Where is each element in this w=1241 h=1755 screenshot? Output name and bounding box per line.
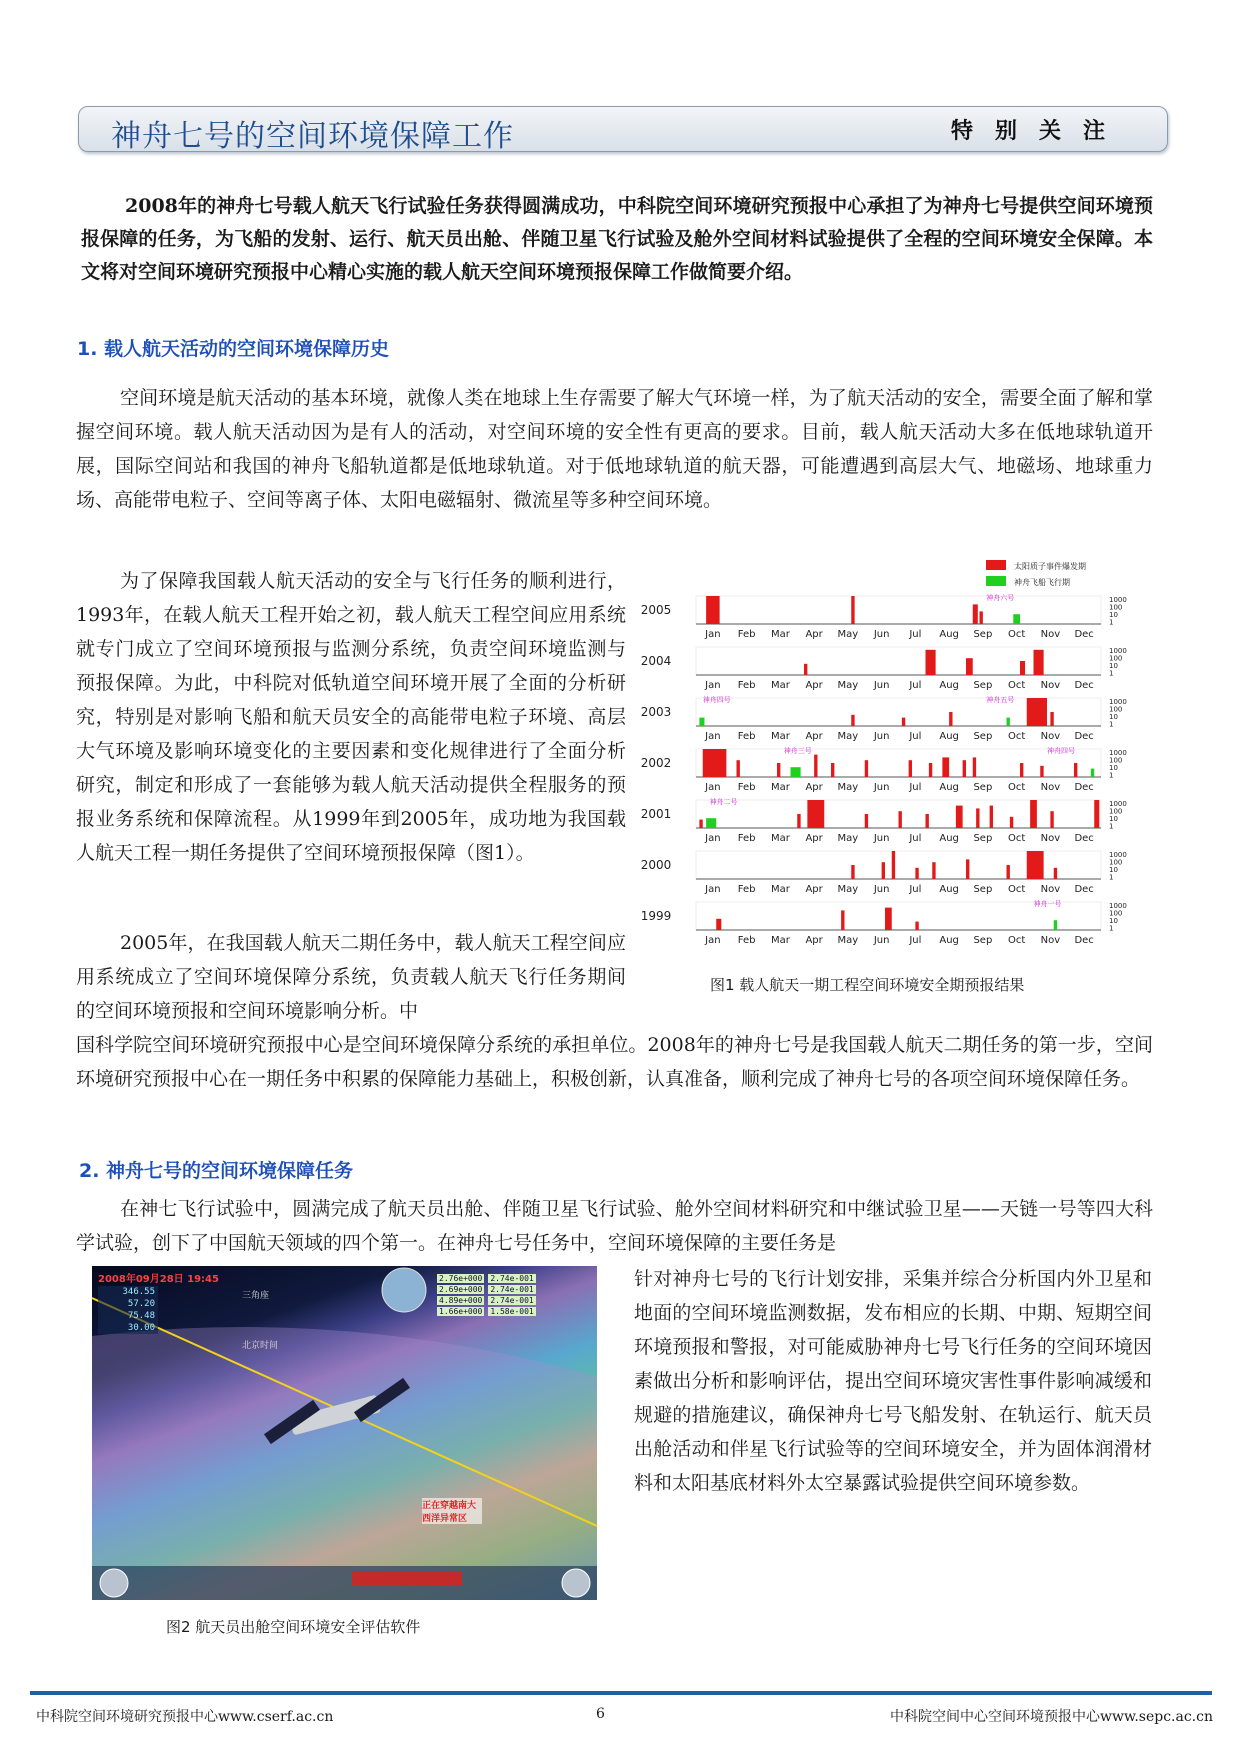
month-tick-label: Dec: [1074, 680, 1094, 691]
proton-event-bar: [699, 820, 702, 828]
month-tick-label: Sep: [973, 884, 993, 895]
month-tick-label: Apr: [805, 731, 823, 742]
month-tick-label: Aug: [939, 680, 959, 691]
proton-event-bar: [1027, 698, 1047, 726]
month-tick-label: Sep: [973, 680, 993, 691]
year-label: 2004: [640, 654, 672, 668]
month-tick-label: Nov: [1040, 782, 1061, 793]
proton-event-bar: [973, 757, 976, 777]
flight-period-bar: [699, 718, 704, 726]
section2-paragraph1: 在神七飞行试验中，圆满完成了航天员出舱、伴随卫星飞行试验、舱外空间材料研究和中继试验卫星——天链一号等四大科学试验，创下了中国航天领域的四个第一。在神舟七号任务中，空间环境保障的主要任务是: [76, 1198, 1153, 1254]
orbit-value: 57.20: [127, 1299, 155, 1309]
orbit-values-panel: [98, 1286, 158, 1334]
proton-event-bar: [973, 604, 978, 624]
month-tick-label: Aug: [939, 884, 959, 895]
proton-event-bar: [703, 749, 727, 777]
proton-event-bar: [885, 908, 892, 930]
y-tick-label: 1: [1109, 669, 1114, 678]
month-tick-label: Aug: [939, 782, 959, 793]
section1-paragraph3b: 国科学院空间环境研究预报中心是空间环境保障分系统的承担单位。2008年的神舟七号是我国载人航天二期任务的第一步，空间环境研究预报中心在一期任务中积累的保障能力基础上，积极创新，认真准备，顺利完成了神舟七号的各项空间环境保障任务。: [76, 1034, 1153, 1090]
month-tick-label: Apr: [805, 884, 823, 895]
y-tick-label: 1000: [1109, 749, 1127, 757]
flux-cell: 1.66e+000: [439, 1307, 483, 1316]
month-tick-label: Mar: [770, 935, 790, 946]
status-bar-red: [352, 1571, 462, 1585]
month-tick-label: Dec: [1074, 935, 1094, 946]
month-tick-label: Aug: [939, 935, 959, 946]
earth-limb: [92, 1327, 597, 1600]
y-tick-label: 1: [1109, 873, 1114, 882]
figure1: [636, 556, 1166, 960]
month-tick-label: Dec: [1074, 782, 1094, 793]
proton-event-bar: [1074, 763, 1077, 777]
month-tick-label: Oct: [1007, 782, 1026, 793]
y-tick-label: 1000: [1109, 596, 1127, 604]
y-tick-label: 10: [1109, 662, 1118, 670]
month-tick-label: Jun: [873, 782, 890, 793]
month-tick-label: Jul: [909, 731, 922, 742]
month-tick-label: Nov: [1040, 731, 1061, 742]
proton-event-bar: [966, 658, 973, 675]
intro-paragraph: 2008年的神舟七号载人航天飞行试验任务获得圆满成功，中科院空间环境研究预报中心承担了为神舟七号提供空间环境预报保障的任务，为飞船的发射、运行、航天员出舱、伴随卫星飞行试验及舱外空间材料试验提供了全程的空间环境安全保障。本文将对空间环境研究预报中心精心实施的载人航天空间环境预报保障工作做简要介绍。: [81, 195, 1153, 283]
y-tick-label: 1: [1109, 771, 1114, 780]
flux-row: [437, 1296, 592, 1305]
y-tick-label: 1000: [1109, 647, 1127, 655]
row-plot-area: [696, 596, 1101, 624]
month-tick-label: Sep: [973, 782, 993, 793]
flux-cell: 2.74e-001: [490, 1274, 534, 1283]
flux-cell: 2.76e+000: [439, 1274, 483, 1283]
proton-event-bar: [926, 650, 936, 675]
proton-event-bar: [932, 862, 935, 879]
month-tick-label: Jul: [909, 833, 922, 844]
legend-label: 神舟飞船飞行期: [1014, 578, 1070, 587]
flight-period-bar: [1091, 769, 1094, 777]
proton-event-bar: [1034, 650, 1044, 675]
saa-warning: 正在穿越南大西洋异常区: [422, 1498, 482, 1524]
proton-event-bar: [980, 611, 983, 624]
y-tick-label: 10: [1109, 917, 1118, 925]
flight-period-bar: [1013, 614, 1020, 624]
proton-event-bar: [865, 760, 868, 777]
y-tick-label: 10: [1109, 815, 1118, 823]
footer-right: 中科院空间中心空间环境预报中心www.sepc.ac.cn: [890, 1709, 1213, 1725]
orbit-value: 346.55: [122, 1287, 155, 1297]
year-label: 1999: [640, 909, 672, 923]
proton-event-bar: [1020, 661, 1025, 675]
y-tick-label: 1000: [1109, 851, 1127, 859]
year-label: 2000: [640, 858, 672, 872]
month-tick-label: Jun: [873, 680, 890, 691]
flux-cell: 2.74e-001: [490, 1285, 534, 1294]
flight-period-bar: [706, 818, 716, 828]
proton-event-bar: [1007, 865, 1010, 879]
month-tick-label: Mar: [770, 833, 790, 844]
proton-event-bar: [851, 715, 854, 726]
month-tick-label: Oct: [1007, 731, 1026, 742]
proton-event-bar: [841, 910, 844, 930]
orbit-value: 30.00: [127, 1323, 155, 1333]
month-tick-label: Jan: [705, 680, 721, 691]
proton-event-bar: [804, 664, 807, 675]
proton-event-chart: [636, 556, 1166, 960]
section1-paragraph1: 空间环境是航天活动的基本环境，就像人类在地球上生存需要了解大气环境一样，为了航天活动的安全，需要全面了解和掌握空间环境。载人航天活动因为是有人的活动，对空间环境的安全性有更高的要求。目前，载人航天活动大多在低地球轨道开展，国际空间站和我国的神舟飞船轨道都是低地球轨道。对于低地球轨道的航天器，可能遭遇到高层大气、地磁场、地球重力场、高能带电粒子、空间等离子体、太阳电磁辐射、微流星等多种空间环境。: [76, 387, 1153, 511]
month-tick-label: Jan: [705, 782, 721, 793]
month-tick-label: May: [837, 680, 859, 691]
proton-event-bar: [777, 763, 780, 777]
y-tick-label: 100: [1109, 654, 1123, 663]
footer-rule: [30, 1691, 1212, 1695]
proton-event-bar: [926, 814, 929, 828]
nav-wheel-left-icon[interactable]: [100, 1569, 128, 1597]
figure1-caption: 图1 载人航天一期工程空间环境安全期预报结果: [710, 976, 1025, 994]
month-tick-label: Aug: [939, 731, 959, 742]
proton-event-bar: [737, 760, 740, 777]
y-tick-label: 100: [1109, 705, 1123, 714]
proton-event-bar: [942, 757, 949, 777]
y-tick-label: 100: [1109, 909, 1123, 918]
month-tick-label: Feb: [737, 629, 756, 640]
section1-paragraph2: 为了保障我国载人航天活动的安全与飞行任务的顺利进行，1993年，在载人航天工程开始之初，载人航天工程空间应用系统就专门成立了空间环境预报与监测分系统，负责空间环境监测与预报保障。为此，中科院对低轨道空间环境开展了全面的分析研究，特别是对影响飞船和航天员安全的高能带电粒子环境、高层大气环境及影响环境变化的主要因素和变化规律进行了全面分析研究，制定和形成了一套能够为载人航天活动提供全程服务的预报业务系统和保障流程。从1999年到2005年，成功地为我国载人航天工程一期任务提供了空间环境预报保障（图1）。: [76, 570, 626, 864]
y-tick-label: 100: [1109, 858, 1123, 867]
month-tick-label: Mar: [770, 884, 790, 895]
proton-event-bar: [902, 718, 905, 726]
month-tick-label: May: [837, 782, 859, 793]
proton-event-bar: [1010, 817, 1013, 828]
month-tick-label: Apr: [805, 680, 823, 691]
month-tick-label: May: [837, 629, 859, 640]
flight-label: 神舟一号: [1033, 900, 1062, 908]
y-tick-label: 1: [1109, 720, 1114, 729]
legend-label: 太阳质子事件爆发期: [1014, 562, 1086, 571]
month-tick-label: Nov: [1040, 629, 1061, 640]
orbit-value: 75.48: [127, 1311, 155, 1321]
month-tick-label: Mar: [770, 629, 790, 640]
month-tick-label: Mar: [770, 782, 790, 793]
y-tick-label: 10: [1109, 713, 1118, 721]
flux-row: [437, 1274, 592, 1283]
title-banner: [78, 106, 1168, 152]
month-tick-label: Sep: [973, 731, 993, 742]
flight-period-bar: [791, 767, 801, 777]
month-tick-label: Feb: [737, 884, 756, 895]
y-tick-label: 10: [1109, 866, 1118, 874]
month-tick-label: May: [837, 731, 859, 742]
month-tick-label: Dec: [1074, 629, 1094, 640]
month-tick-label: Dec: [1074, 833, 1094, 844]
proton-event-bar: [956, 806, 963, 828]
y-tick-label: 1000: [1109, 902, 1127, 910]
flux-row: [437, 1307, 592, 1316]
proton-event-bar: [1040, 766, 1043, 777]
legend-swatch: [986, 560, 1006, 570]
proton-event-bar: [929, 763, 932, 777]
month-tick-label: Jul: [909, 680, 922, 691]
flux-data-table: [437, 1274, 592, 1318]
month-tick-label: Feb: [737, 833, 756, 844]
month-tick-label: Dec: [1074, 884, 1094, 895]
proton-event-bar: [1050, 811, 1053, 828]
proton-event-bar: [990, 806, 993, 828]
flight-label: 神舟六号: [986, 594, 1015, 602]
nav-wheel-right-icon[interactable]: [562, 1569, 590, 1597]
proton-event-bar: [797, 814, 800, 828]
year-label: 2002: [640, 756, 672, 770]
flight-label: 神舟二号: [709, 798, 738, 806]
flux-cell: 2.69e+000: [439, 1285, 483, 1294]
month-tick-label: Jan: [705, 935, 721, 946]
flight-label: 神舟三号: [783, 747, 812, 755]
proton-event-bar: [1027, 851, 1044, 879]
page-number: 6: [596, 1706, 605, 1722]
month-tick-label: Jan: [705, 731, 721, 742]
flight-label: 神舟五号: [986, 696, 1015, 704]
month-tick-label: Jan: [705, 833, 721, 844]
month-tick-label: Dec: [1074, 731, 1094, 742]
screen-timestamp: 2008年09月28日 19:45: [98, 1274, 219, 1285]
month-tick-label: Jul: [909, 935, 922, 946]
month-tick-label: Apr: [805, 935, 823, 946]
y-tick-label: 100: [1109, 603, 1123, 612]
flight-period-bar: [1054, 920, 1057, 930]
month-tick-label: Oct: [1007, 884, 1026, 895]
proton-event-bar: [716, 919, 721, 930]
month-tick-label: Sep: [973, 833, 993, 844]
month-tick-label: Nov: [1040, 833, 1061, 844]
month-tick-label: Feb: [737, 782, 756, 793]
proton-event-bar: [1054, 868, 1057, 879]
y-tick-label: 10: [1109, 764, 1118, 772]
legend-swatch: [986, 576, 1006, 586]
proton-event-bar: [1020, 763, 1023, 777]
month-tick-label: Sep: [973, 629, 993, 640]
proton-event-bar: [949, 712, 952, 726]
section1-paragraph3a: 2005年，在我国载人航天二期任务中，载人航天工程空间应用系统成立了空间环境保障分系统，负责载人航天飞行任务期间的空间环境预报和空间环境影响分析。中: [76, 932, 626, 1022]
proton-event-bar: [892, 851, 895, 879]
earth-globe-icon: [382, 1268, 426, 1312]
month-tick-label: Jun: [873, 833, 890, 844]
proton-event-bar: [807, 800, 824, 828]
proton-event-bar: [909, 760, 912, 777]
year-label: 2001: [640, 807, 672, 821]
star-label: 三角座: [242, 1291, 270, 1301]
proton-event-bar: [899, 811, 902, 828]
month-tick-label: Jul: [909, 884, 922, 895]
bottom-toolbar: [92, 1566, 597, 1600]
month-tick-label: Oct: [1007, 680, 1026, 691]
proton-event-bar: [865, 814, 868, 828]
proton-event-bar: [915, 922, 918, 930]
figure2-caption: 图2 航天员出舱空间环境安全评估软件: [166, 1618, 421, 1636]
flux-cell: 1.58e-001: [490, 1307, 534, 1316]
flux-cell: 4.89e+000: [439, 1296, 483, 1305]
flux-row: [437, 1285, 592, 1294]
month-tick-label: Oct: [1007, 833, 1026, 844]
flight-label: 神舟四号: [1047, 747, 1075, 755]
month-tick-label: Oct: [1007, 935, 1026, 946]
month-tick-label: May: [837, 935, 859, 946]
proton-event-bar: [1030, 800, 1037, 828]
month-tick-label: Jun: [873, 935, 890, 946]
month-tick-label: Jan: [705, 884, 721, 895]
y-tick-label: 1000: [1109, 698, 1127, 706]
section2-heading: 2. 神舟七号的空间环境保障任务: [79, 1160, 354, 1182]
month-tick-label: Jul: [909, 782, 922, 793]
proton-event-bar: [706, 596, 720, 624]
proton-event-bar: [882, 862, 885, 879]
proton-event-bar: [851, 865, 854, 879]
section1-heading: 1. 载人航天活动的空间环境保障历史: [77, 338, 390, 360]
proton-event-bar: [814, 755, 817, 777]
page-title: 神舟七号的空间环境保障工作: [111, 119, 514, 154]
y-tick-label: 10: [1109, 611, 1118, 619]
proton-event-bar: [963, 760, 966, 777]
month-tick-label: Aug: [939, 833, 959, 844]
month-tick-label: Apr: [805, 629, 823, 640]
month-tick-label: Jan: [705, 629, 721, 640]
month-tick-label: Mar: [770, 680, 790, 691]
y-tick-label: 1: [1109, 822, 1114, 831]
flux-cell: 2.74e-001: [490, 1296, 534, 1305]
month-tick-label: Jun: [873, 884, 890, 895]
month-tick-label: Feb: [737, 935, 756, 946]
proton-event-bar: [976, 808, 979, 828]
proton-event-bar: [966, 859, 969, 879]
month-tick-label: Jun: [873, 731, 890, 742]
eva-safety-software-screenshot: [92, 1266, 597, 1600]
flight-period-bar: [1007, 718, 1010, 726]
month-tick-label: Nov: [1040, 884, 1061, 895]
month-tick-label: Jun: [873, 629, 890, 640]
month-tick-label: Aug: [939, 629, 959, 640]
y-tick-label: 100: [1109, 756, 1123, 765]
time-label: 北京时间: [242, 1341, 279, 1351]
y-tick-label: 1: [1109, 924, 1114, 933]
month-tick-label: Mar: [770, 731, 790, 742]
footer-left: 中科院空间环境研究预报中心www.cserf.ac.cn: [36, 1709, 334, 1725]
proton-event-bar: [851, 596, 854, 624]
proton-event-bar: [831, 763, 834, 777]
month-tick-label: Jul: [909, 629, 922, 640]
month-tick-label: Feb: [737, 731, 756, 742]
y-tick-label: 1: [1109, 618, 1114, 627]
proton-event-bar: [915, 868, 918, 879]
section2-paragraph2: 针对神舟七号的飞行计划安排，采集并综合分析国内外卫星和地面的空间环境监测数据，发布相应的长期、中期、短期空间环境预报和警报，对可能威胁神舟七号飞行任务的空间环境因素做出分析和影响评估，提出空间环境灾害性事件影响减缓和规避的措施建议，确保神舟七号飞船发射、在轨运行、航天员出舱活动和伴星飞行试验等的空间环境安全，并为固体润滑材料和太阳基底材料外太空暴露试验提供空间环境参数。: [634, 1268, 1152, 1494]
month-tick-label: Oct: [1007, 629, 1026, 640]
year-label: 2005: [640, 603, 672, 617]
section-tag: 特别关注: [950, 119, 1127, 144]
month-tick-label: Nov: [1040, 680, 1061, 691]
proton-event-bar: [1094, 800, 1099, 828]
y-tick-label: 1000: [1109, 800, 1127, 808]
proton-event-bar: [1050, 712, 1053, 726]
month-tick-label: May: [837, 884, 859, 895]
y-tick-label: 100: [1109, 807, 1123, 816]
year-label: 2003: [640, 705, 672, 719]
flight-label: 神舟四号: [702, 696, 731, 704]
month-tick-label: May: [837, 833, 859, 844]
month-tick-label: Sep: [973, 935, 993, 946]
month-tick-label: Nov: [1040, 935, 1061, 946]
month-tick-label: Feb: [737, 680, 756, 691]
month-tick-label: Apr: [805, 782, 823, 793]
month-tick-label: Apr: [805, 833, 823, 844]
